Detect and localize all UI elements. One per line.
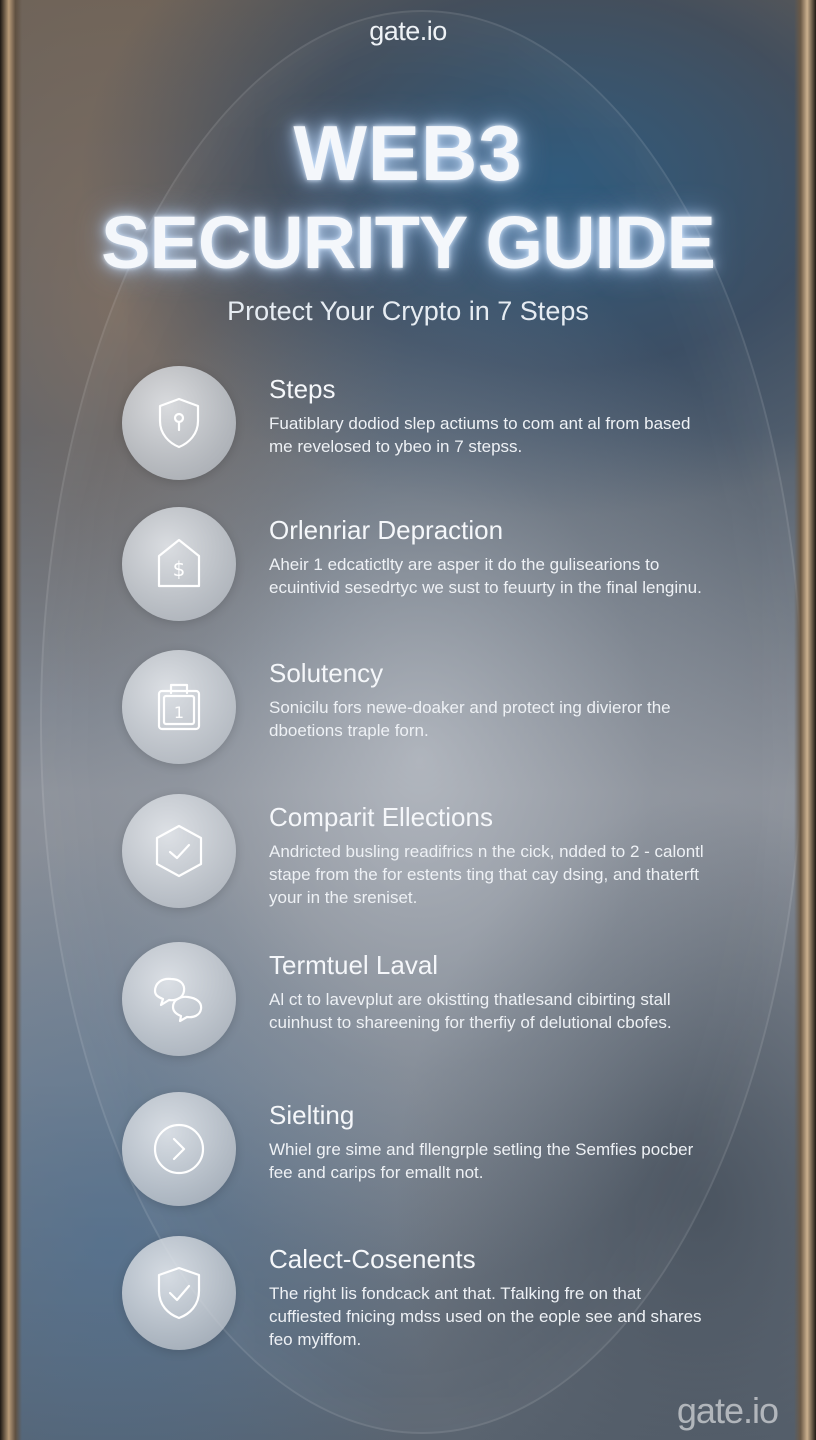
top-brand-logo: gate.io	[369, 16, 447, 46]
step-description: Fuatiblary dodiod slep actiums to com ant al from based me revelosed to ybeo in 7 stepss.	[269, 414, 691, 456]
step-description: Sonicilu fors newe-doaker and protect ing divieror the dboetions traple forn.	[269, 698, 671, 740]
bottom-brand-watermark: gate.io	[676, 1390, 778, 1431]
shield-keyhole-icon	[122, 366, 236, 480]
dollar-tag-icon	[122, 507, 236, 621]
step-title: Sielting	[269, 1100, 355, 1130]
step-description: Whiel gre sime and fllengrple setling the Semfies pocber fee and carips for emallt not.	[269, 1140, 694, 1182]
page-title-line1: WEB3	[293, 109, 523, 197]
step-description: Andricted busling readifrics n the cick, ndded to 2 - calontl stape from the for estents ting that cay dsing, and thaterft your in the sreniset.	[269, 842, 704, 907]
step-title: Comparit Ellections	[269, 802, 493, 832]
chevron-right-circle-icon	[122, 1092, 236, 1206]
step-description: Aheir 1 edcatictlty are asper it do the gulisearions to ecuintivid sesedrtyc we sust to feuurty in the final lenginu.	[269, 555, 702, 597]
step-title: Termtuel Laval	[269, 950, 439, 980]
hexagon-check-icon	[122, 794, 236, 908]
step-description: Al ct to lavevplut are okistting thatlesand cibirting stall cuinhust to shareening for therfiy of delutional cbofes.	[269, 990, 672, 1032]
calendar-one-icon	[122, 650, 236, 764]
svg-text:1: 1	[173, 703, 185, 722]
step-title: Steps	[269, 374, 336, 404]
page-subtitle: Protect Your Crypto in 7 Steps	[227, 296, 589, 326]
step-description: The right lis fondcack ant that. Tfalking fre on that cuffiested fnicing mdss used on the eople see and shares feo myiffom.	[269, 1284, 702, 1349]
shield-check-icon	[122, 1236, 236, 1350]
chat-bubbles-icon	[122, 942, 236, 1056]
svg-text:$: $	[172, 557, 186, 581]
step-title: Orlenriar Depraction	[269, 515, 504, 545]
step-title: Calect-Cosenents	[269, 1244, 476, 1274]
step-title: Solutency	[269, 658, 384, 688]
page-title-line2: SECURITY GUIDE	[101, 201, 715, 284]
